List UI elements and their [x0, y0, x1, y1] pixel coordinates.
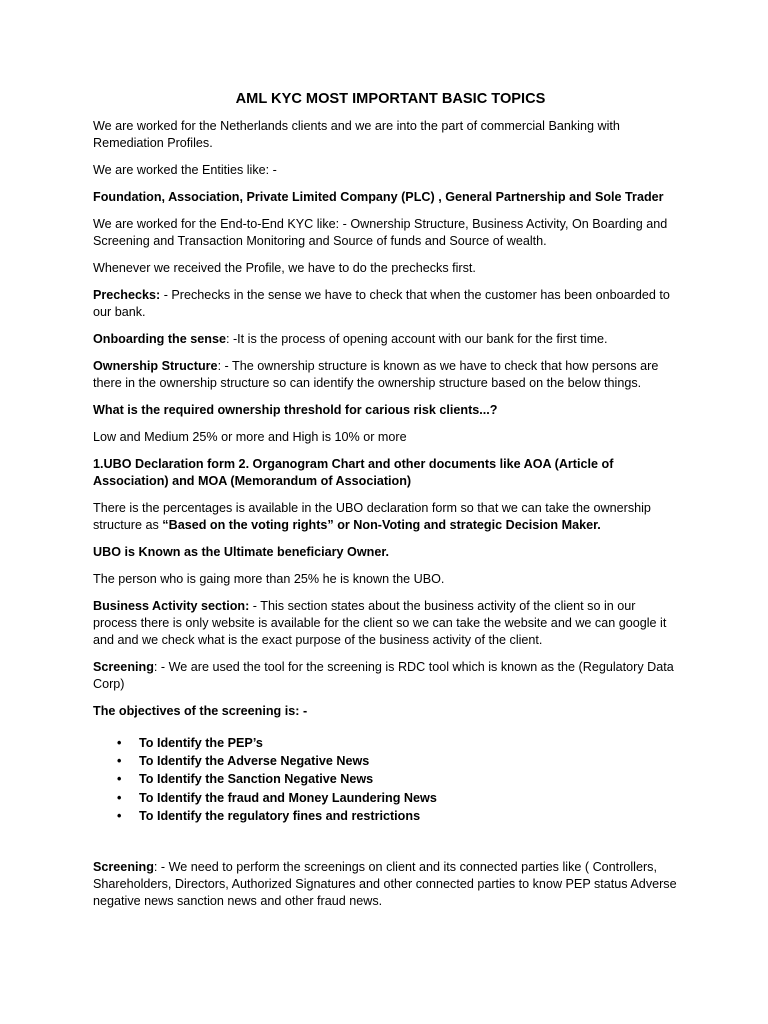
percentages-text: There is the percentages is available in the UBO declaration form so that we can take the ownership structure as	[93, 501, 651, 532]
prechecks-paragraph	[93, 287, 678, 321]
list-item	[93, 770, 678, 788]
screening-parties-paragraph	[93, 859, 678, 910]
onboarding-text: : -It is the process of opening account with our bank for the first time.	[225, 332, 608, 346]
screening-parties-label: Screening	[93, 860, 154, 875]
entities-intro: We are worked the Entities like: -	[93, 163, 277, 177]
kyc-scope-paragraph: We are worked for the End-to-End KYC like: - Ownership Structure, Business Activity, On Boarding and Screening and Transaction Monitoring and Source of funds and Source of wealth.	[93, 217, 668, 248]
bullet-icon: •	[117, 790, 122, 805]
spacer	[93, 825, 678, 859]
ubo-threshold-text: The person who is gaing more than 25% he is known the UBO.	[93, 572, 445, 586]
objectives-list	[93, 734, 678, 825]
threshold-question: What is the required ownership threshold for carious risk clients...?	[93, 403, 498, 417]
screening-parties-text: : - We need to perform the screenings on client and its connected parties like ( Controllers, Shareholders, Directors, Authorized Signatures and other connected parties to know PEP status Adverse negative news sanction news and other fraud news.	[93, 860, 677, 909]
objectives-heading: The objectives of the screening is: -	[93, 704, 308, 718]
prechecks-label: Prechecks:	[93, 288, 161, 302]
ownership-text: : - The ownership structure is known as we have to check that how persons are there in the ownership structure so can identify the ownership structure based on the below things.	[93, 359, 659, 390]
screening-tool-text: : - We are used the tool for the screening is RDC tool which is known as the (Regulatory Data Corp)	[93, 660, 674, 691]
documents-paragraph: 1.UBO Declaration form 2. Organogram Chart and other documents like AOA (Article of Association) and MOA (Memorandum of Association)	[93, 457, 614, 488]
percentages-bold: “Based on the voting rights” or Non-Voting and strategic Decision Maker.	[162, 518, 601, 532]
bullet-icon: •	[117, 736, 122, 750]
percentages-paragraph	[93, 500, 678, 534]
objective-text: To Identify the PEP’s	[139, 736, 263, 750]
onboarding-label: Onboarding the sense	[93, 332, 226, 346]
list-item	[93, 734, 678, 752]
bullet-icon: •	[117, 754, 122, 769]
ownership-label: Ownership Structure	[93, 359, 218, 373]
document-title: AML KYC MOST IMPORTANT BASIC TOPICS	[235, 91, 546, 107]
list-item	[93, 807, 678, 825]
business-activity-text: - This section states about the business activity of the client so in our process there is only website is available for the client so we can take the website and we can google it and and we check what is the exact purpose of the business activity of the client.	[93, 599, 667, 647]
intro-paragraph: We are worked for the Netherlands clients and we are into the part of commercial Banking with Remediation Profiles.	[93, 119, 620, 150]
bullet-icon: •	[117, 772, 122, 787]
objective-text: To Identify the regulatory fines and restrictions	[139, 808, 421, 823]
ubo-definition: UBO is Known as the Ultimate beneficiary Owner.	[93, 545, 390, 559]
profile-prechecks-paragraph: Whenever we received the Profile, we have to do the prechecks first.	[93, 261, 476, 275]
prechecks-text: - Prechecks in the sense we have to check that when the customer has been onboarded to our bank.	[93, 288, 670, 319]
entities-list: Foundation, Association, Private Limited Company (PLC) , General Partnership and Sole Trader	[93, 190, 664, 204]
objective-text: To Identify the Adverse Negative News	[139, 754, 370, 769]
bullet-icon: •	[117, 808, 122, 823]
ownership-paragraph	[93, 358, 678, 392]
screening-tool-paragraph	[93, 659, 678, 693]
objective-text: To Identify the fraud and Money Laundering News	[139, 790, 437, 805]
objective-text: To Identify the Sanction Negative News	[139, 772, 374, 787]
threshold-answer: Low and Medium 25% or more and High is 10% or more	[93, 430, 407, 444]
screening-tool-label: Screening	[93, 660, 154, 674]
business-activity-paragraph	[93, 598, 678, 649]
list-item	[93, 752, 678, 770]
list-item	[93, 789, 678, 807]
onboarding-paragraph	[93, 331, 678, 348]
business-activity-label: Business Activity section:	[93, 599, 250, 613]
